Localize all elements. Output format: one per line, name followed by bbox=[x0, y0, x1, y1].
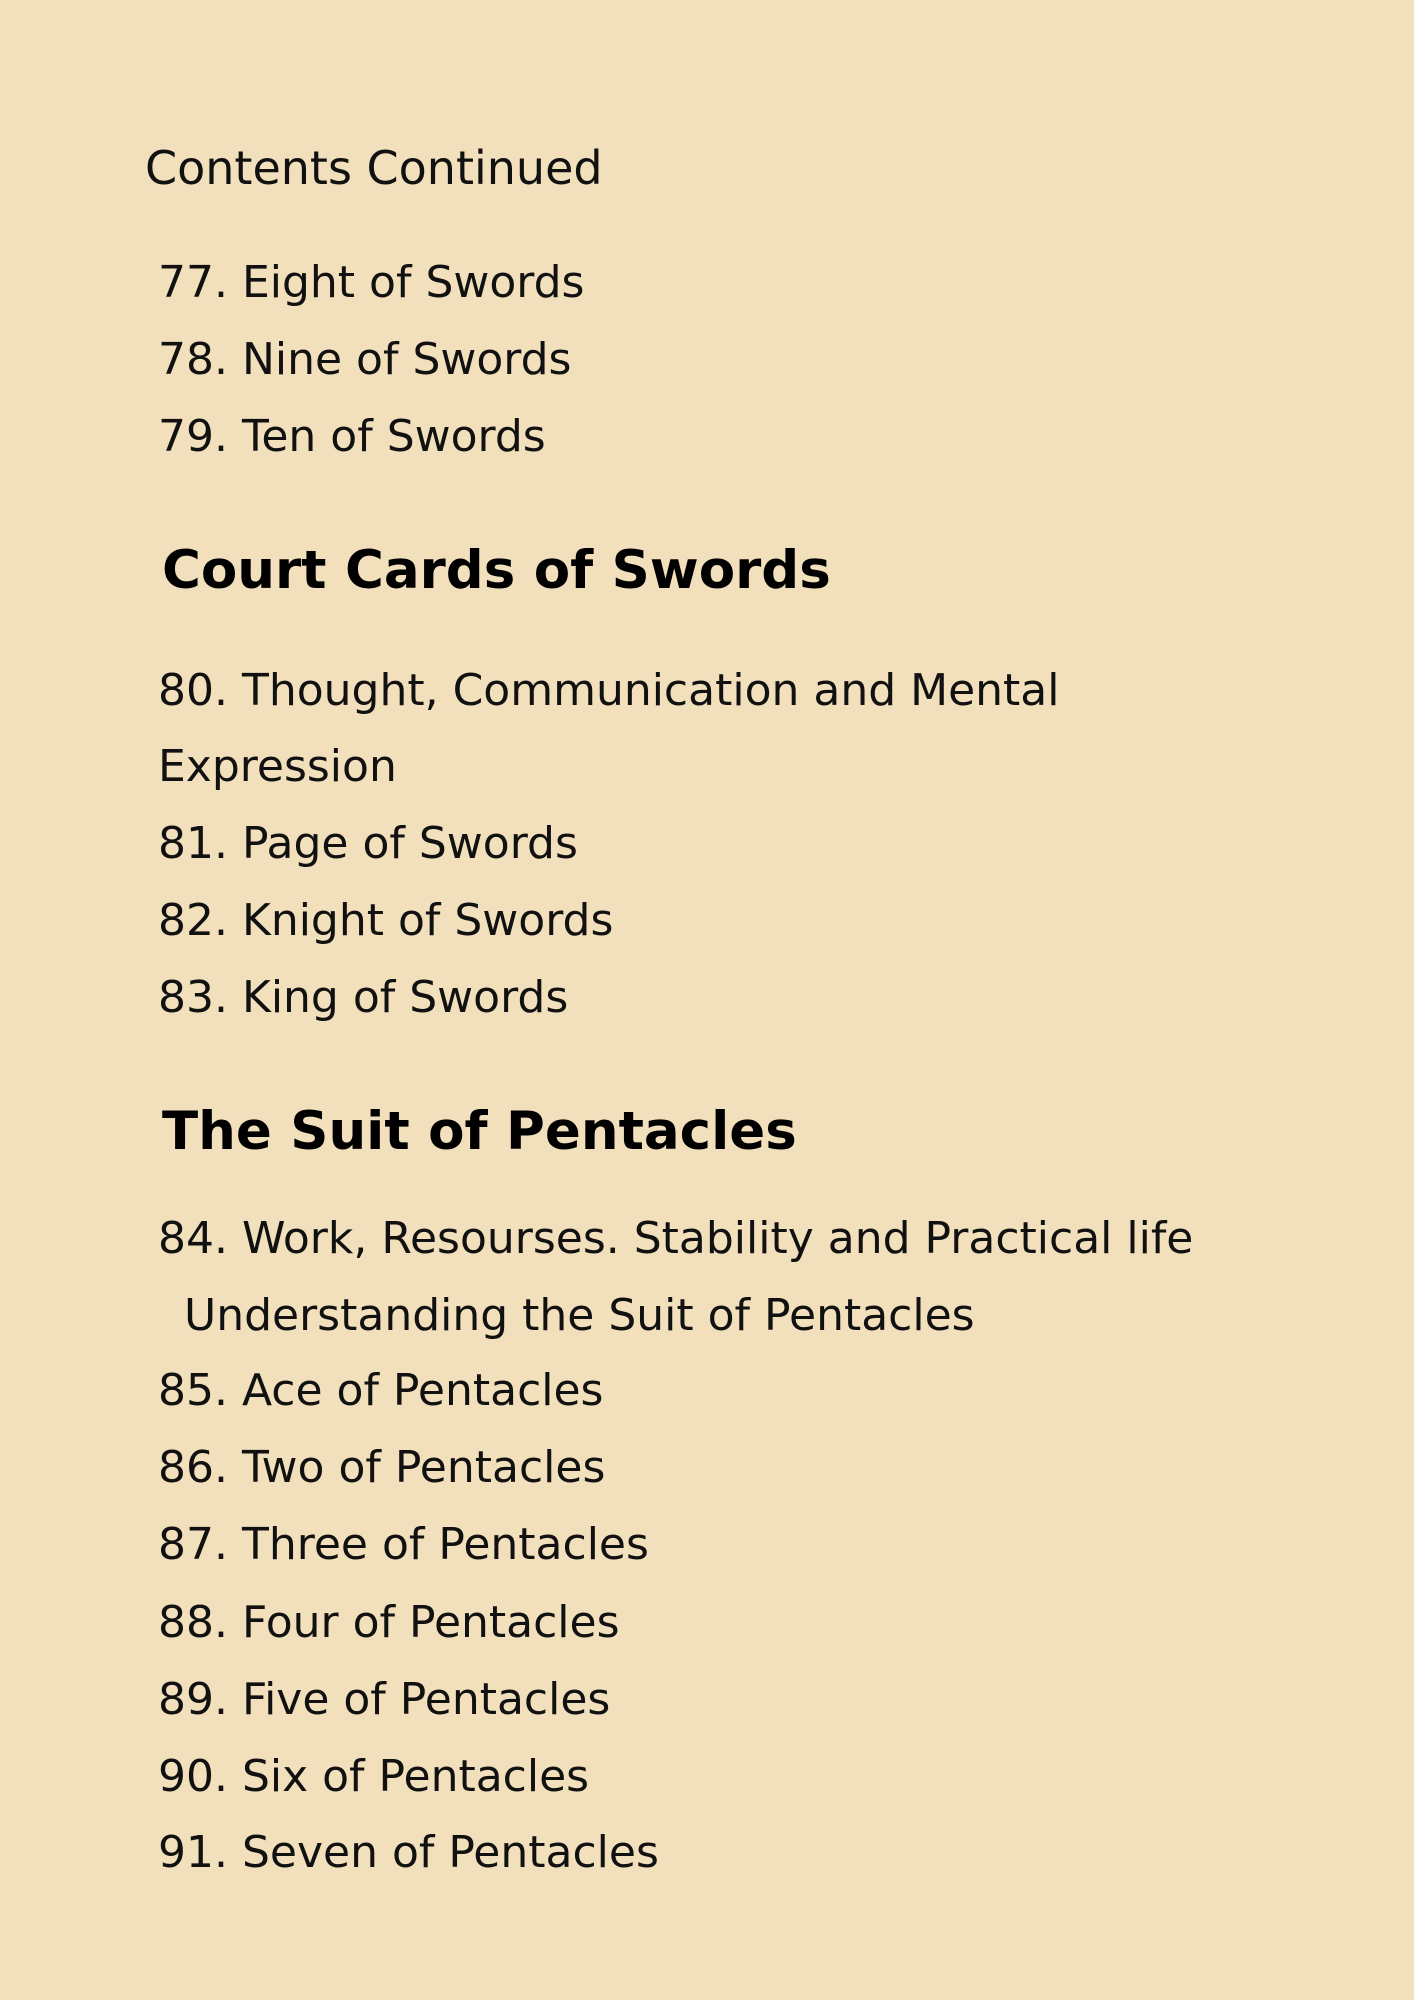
toc-entry-90: 90. Six of Pentacles bbox=[158, 1751, 590, 1802]
toc-entry-77: 77. Eight of Swords bbox=[158, 257, 585, 308]
toc-entry-80-continued: Expression bbox=[158, 741, 397, 792]
toc-entry-84-subtitle: Understanding the Suit of Pentacles bbox=[184, 1290, 975, 1341]
toc-entry-84: 84. Work, Resourses. Stability and Practical life bbox=[158, 1213, 1194, 1264]
toc-entry-83: 83. King of Swords bbox=[158, 972, 569, 1023]
page-title: Contents Continued bbox=[145, 141, 603, 195]
toc-entry-81: 81. Page of Swords bbox=[158, 818, 578, 869]
section-heading-court-cards-of-swords: Court Cards of Swords bbox=[162, 540, 831, 601]
toc-entry-80: 80. Thought, Communication and Mental bbox=[158, 665, 1060, 716]
toc-entry-85: 85. Ace of Pentacles bbox=[158, 1365, 604, 1416]
toc-entry-82: 82. Knight of Swords bbox=[158, 895, 614, 946]
toc-entry-78: 78. Nine of Swords bbox=[158, 334, 572, 385]
toc-entry-79: 79. Ten of Swords bbox=[158, 411, 546, 462]
toc-entry-89: 89. Five of Pentacles bbox=[158, 1674, 611, 1725]
toc-entry-91: 91. Seven of Pentacles bbox=[158, 1827, 659, 1878]
section-heading-suit-of-pentacles: The Suit of Pentacles bbox=[162, 1101, 797, 1162]
toc-entry-87: 87. Three of Pentacles bbox=[158, 1519, 649, 1570]
toc-entry-88: 88. Four of Pentacles bbox=[158, 1597, 620, 1648]
toc-entry-86: 86. Two of Pentacles bbox=[158, 1442, 606, 1493]
